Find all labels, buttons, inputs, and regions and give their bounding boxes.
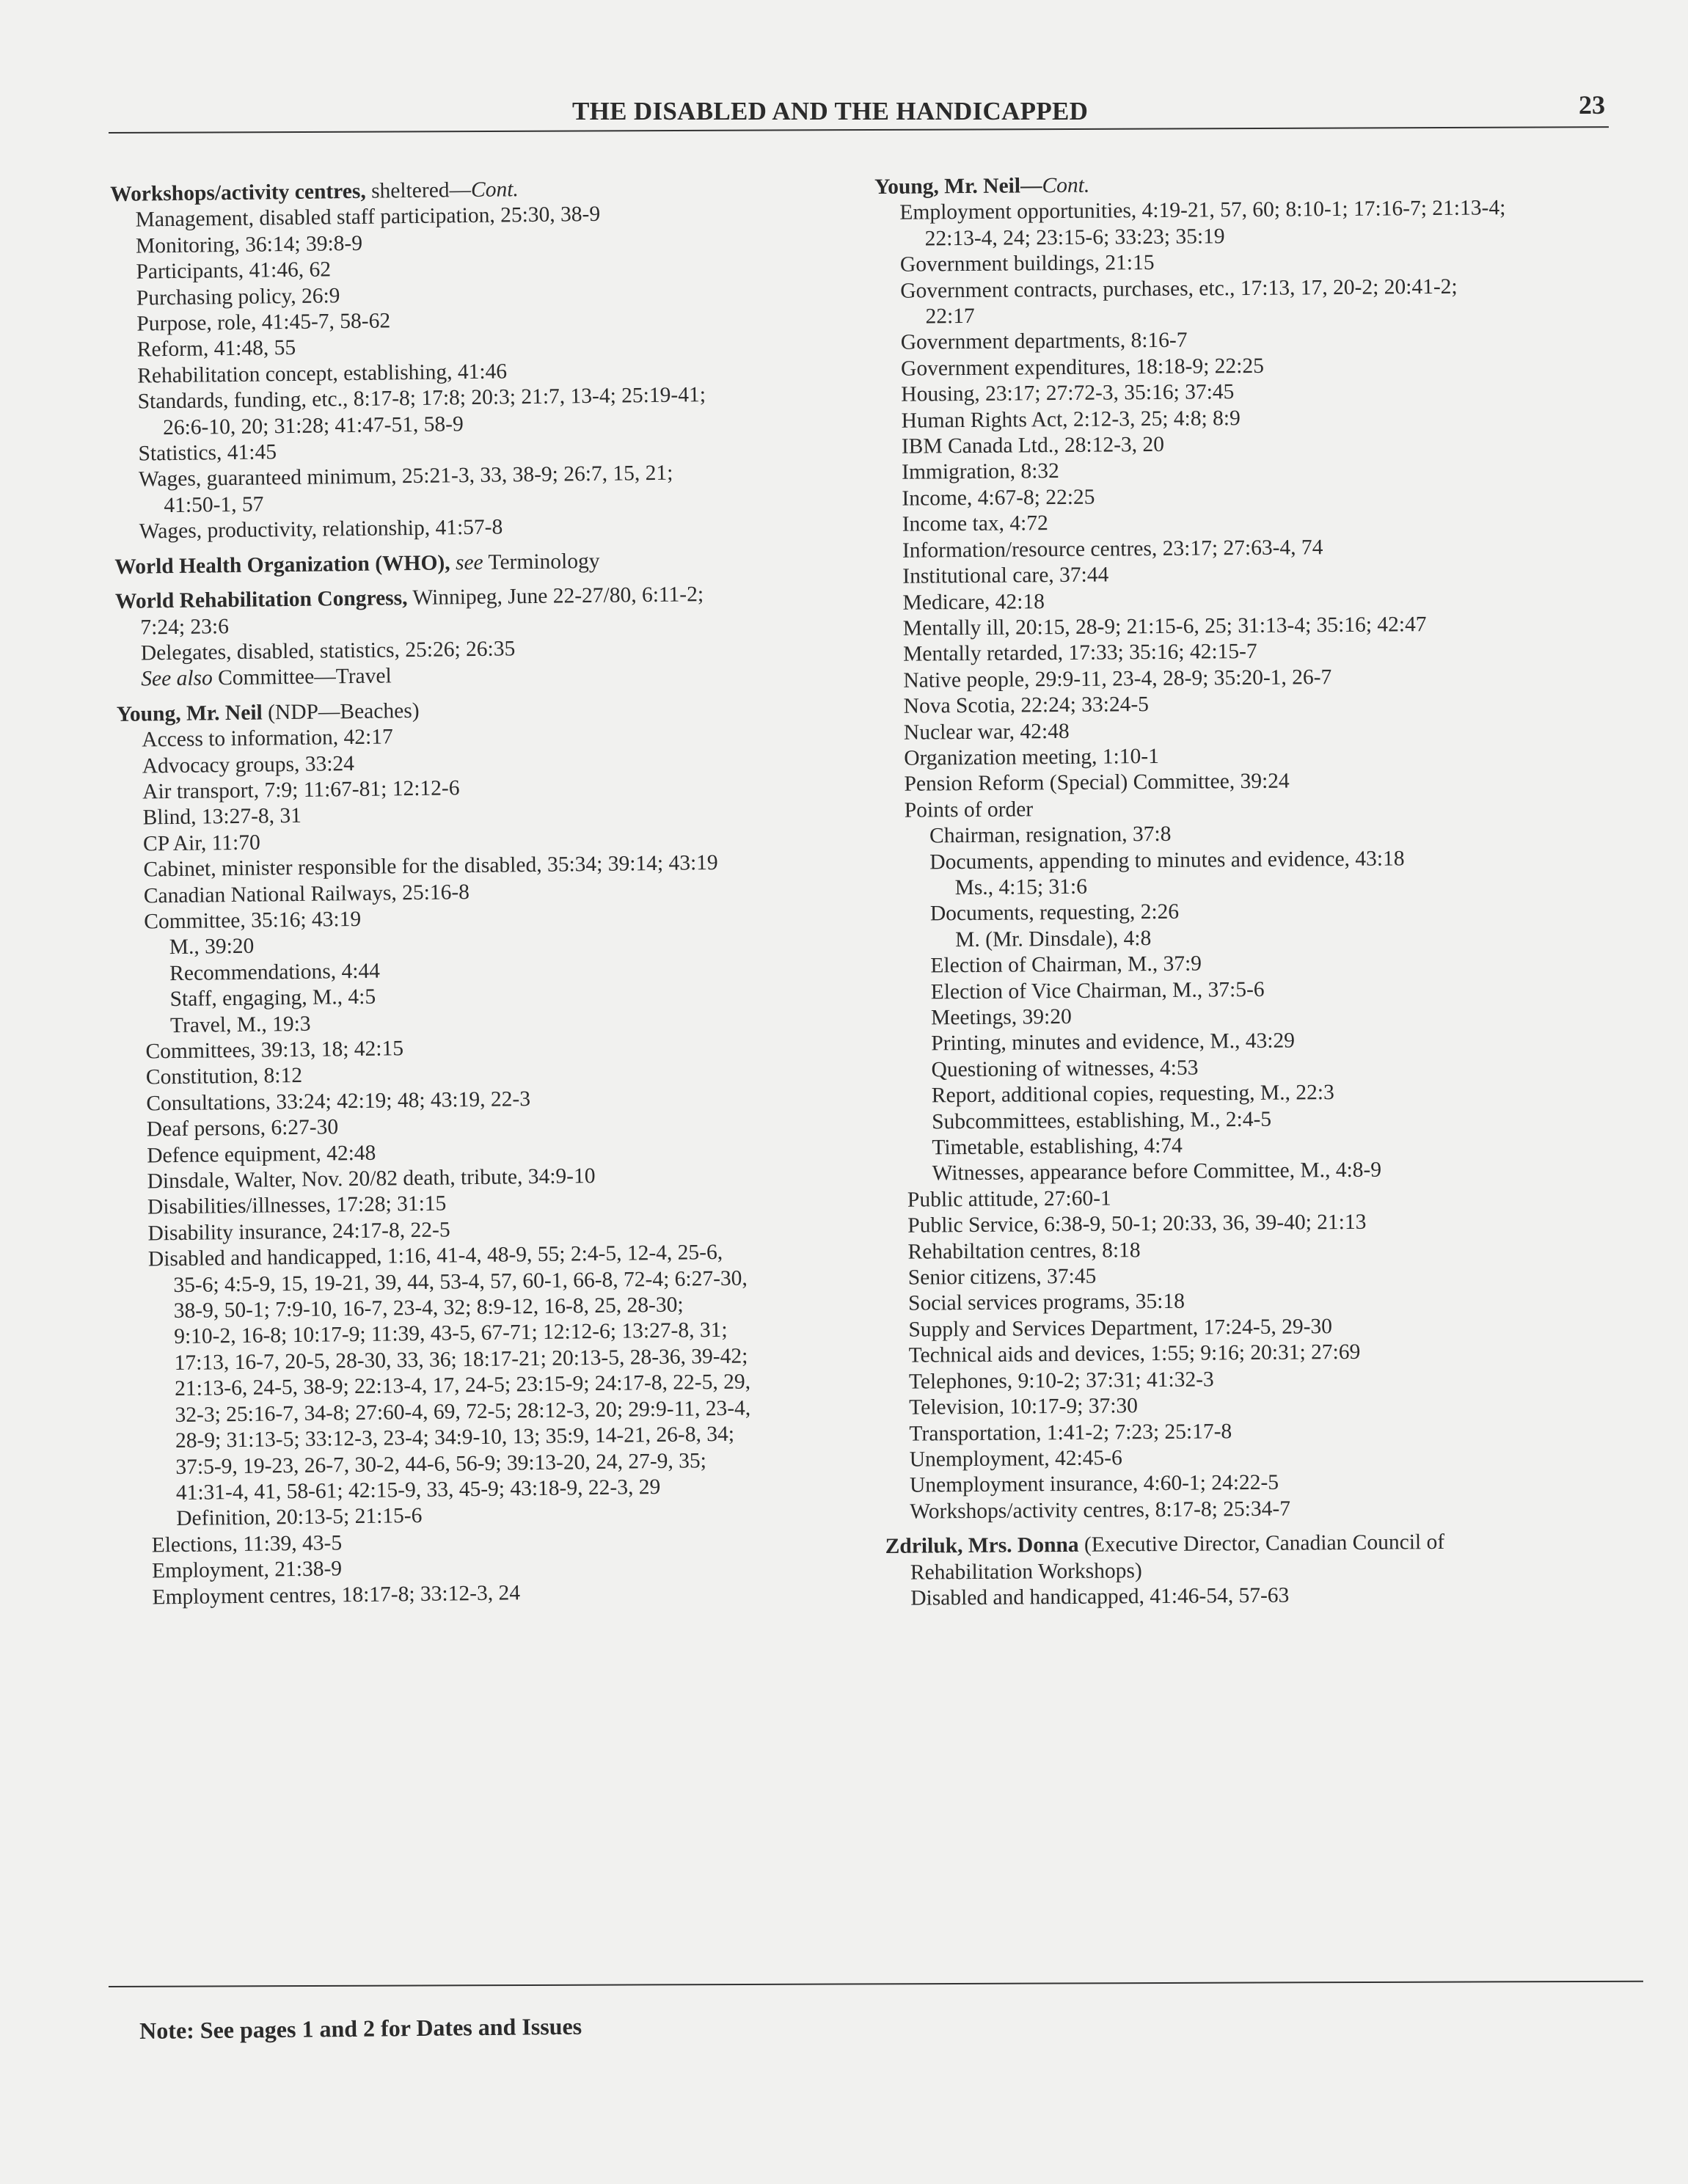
index-subentry: Organization meeting, 1:10-1 <box>904 744 1160 770</box>
index-subentry: Nuclear war, 42:48 <box>903 719 1070 745</box>
index-subentry: Rehabiltation centres, 8:18 <box>907 1238 1141 1264</box>
index-subentry: Blind, 13:27-8, 31 <box>142 804 302 830</box>
index-subsubentry: Documents, requesting, 2:26 <box>929 900 1180 926</box>
index-subentry: Supply and Services Department, 17:24-5, 29-30 <box>908 1315 1333 1342</box>
subentry-continuation: 22:17 <box>925 304 975 329</box>
index-subentry: Mentally ill, 20:15, 28-9; 21:15-6, 25; 31:13-4; 35:16; 42:47 <box>902 613 1427 640</box>
subentry-continuation: 32-3; 25:16-7, 34-8; 27:60-4, 69, 72-5; 28:12-3, 20; 29:9-11, 23-4, <box>175 1396 751 1427</box>
index-column-left <box>110 172 883 1619</box>
header-rule <box>109 126 1609 134</box>
subentry-continuation: 22:13-4, 24; 23:15-6; 33:23; 35:19 <box>924 224 1225 251</box>
index-subentry: Cabinet, minister responsible for the disabled, 35:34; 39:14; 43:19 <box>143 851 718 882</box>
young-cont-subentries-b <box>883 1182 1626 1525</box>
index-subentry: Points of order <box>904 797 1034 822</box>
subentry-continuation: 41:31-4, 41, 58-61; 42:15-9, 33, 45-9; 43:18-9, 22-3, 29 <box>175 1475 661 1505</box>
index-subsubentry: Meetings, 39:20 <box>930 1004 1072 1030</box>
index-subentry: Unemployment insurance, 4:60-1; 24:22-5 <box>909 1471 1279 1497</box>
index-entry-young-neil <box>117 693 883 1611</box>
index-subsubentry: Staff, engaging, M., 4:5 <box>169 985 376 1012</box>
index-subentry: Institutional care, 37:44 <box>902 563 1109 588</box>
index-subentry: Government contracts, purchases, etc., 17:13, 17, 20-2; 20:41-2; <box>900 274 1458 303</box>
entry-continuation: Rehabilitation Workshops) <box>910 1558 1142 1585</box>
entry-heading: Young, Mr. Neil— <box>874 174 1042 199</box>
committee-subentries <box>120 927 877 1040</box>
entry-heading: Young, Mr. Neil <box>116 701 263 726</box>
index-subentry: Telephones, 9:10-2; 37:31; 41:32-3 <box>908 1367 1214 1394</box>
index-subentry: Committee, 35:16; 43:19 <box>144 907 362 934</box>
index-subentry: Public Service, 6:38-9, 50-1; 20:33, 36, 39-40; 21:13 <box>907 1210 1367 1238</box>
index-subentry: Wages, guaranteed minimum, 25:21-3, 33, 38-9; 26:7, 15, 21; <box>138 461 673 492</box>
index-subsubentry: Election of Chairman, M., 37:9 <box>930 952 1202 978</box>
index-subentry: Canadian National Railways, 25:16-8 <box>143 880 470 908</box>
see-also-label: See also <box>141 666 213 691</box>
index-subentry: Purpose, role, 41:45-7, 58-62 <box>136 309 391 336</box>
subentry-continuation: 38-9, 50-1; 7:9-10, 16-7, 23-4, 32; 8:9-12, 16-8, 25, 28-30; <box>173 1293 684 1323</box>
index-subentry: Immigration, 8:32 <box>902 459 1059 485</box>
index-subentry: Mentally retarded, 17:33; 35:16; 42:15-7 <box>903 640 1257 667</box>
entry-heading-rest: sheltered— <box>365 178 472 203</box>
index-subentry: Public attitude, 27:60-1 <box>907 1186 1111 1212</box>
subentry-continuation: 37:5-9, 19-23, 26-7, 30-2, 44-6, 56-9; 39:13-20, 24, 27-9, 35; <box>175 1448 707 1479</box>
index-entry-who <box>114 545 870 580</box>
index-subentry: Wages, productivity, relationship, 41:57-8 <box>139 515 503 544</box>
index-subentry: Income tax, 4:72 <box>902 511 1048 536</box>
subentry-continuation: 35-6; 4:5-9, 15, 19-21, 39, 44, 53-4, 57, 60-1, 66-8, 72-4; 6:27-30, <box>173 1266 748 1297</box>
index-subsubentry: Printing, minutes and evidence, M., 43:29 <box>931 1029 1296 1056</box>
index-subentry: Workshops/activity centres, 8:17-8; 25:34-7 <box>910 1497 1291 1524</box>
index-subsubentry: Subcommittees, establishing, M., 2:4-5 <box>932 1107 1272 1134</box>
index-subentry: Transportation, 1:41-2; 7:23; 25:17-8 <box>909 1419 1232 1446</box>
index-subsubentry: Recommendations, 4:44 <box>169 959 381 985</box>
index-subentry: IBM Canada Ltd., 28:12-3, 20 <box>901 432 1165 459</box>
index-subentry: Disabled and handicapped, 41:46-54, 57-63 <box>910 1583 1290 1610</box>
points-of-order-subentries <box>880 818 1623 1188</box>
index-subsubentry: Ms., 4:15; 31:6 <box>954 874 1088 900</box>
entry-heading: World Health Organization (WHO), <box>114 551 450 579</box>
index-subsubentry: Election of Vice Chairman, M., 37:5-6 <box>930 977 1265 1004</box>
continued-label: Cont. <box>470 178 519 202</box>
index-subentry: Statistics, 41:45 <box>138 440 277 466</box>
index-subentry: Deaf persons, 6:27-30 <box>146 1115 339 1142</box>
workshops-subentries <box>110 199 870 546</box>
index-subsubentry: Questioning of witnesses, 4:53 <box>931 1056 1199 1082</box>
index-subentry: Delegates, disabled, statistics, 25:26; 26:35 <box>140 637 516 665</box>
young-cont-subentries-a <box>874 194 1621 824</box>
index-subsubentry: Travel, M., 19:3 <box>169 1012 311 1037</box>
entry-heading-rest: (Executive Director, Canadian Council of <box>1078 1530 1445 1557</box>
index-subentry: Employment centres, 18:17-8; 33:12-3, 24 <box>152 1580 521 1609</box>
footer-note: Note: See pages 1 and 2 for Dates and Issues <box>139 2012 582 2044</box>
index-subentry: Medicare, 42:18 <box>902 589 1045 615</box>
footer-rule <box>109 1981 1643 1987</box>
index-subentry: Government expenditures, 18:18-9; 22:25 <box>900 354 1265 381</box>
index-subentry: Access to information, 42:17 <box>142 725 393 752</box>
subentry-continuation: 26:6-10, 20; 31:28; 41:47-51, 58-9 <box>162 412 464 439</box>
index-subentry: Elections, 11:39, 43-5 <box>151 1530 343 1557</box>
index-subsubentry: Chairman, resignation, 37:8 <box>929 822 1172 848</box>
index-subentry: Pension Reform (Special) Committee, 39:24 <box>904 769 1290 797</box>
index-subentry: Unemployment, 42:45-6 <box>909 1446 1122 1472</box>
index-subentry: Disabled and handicapped, 1:16, 41-4, 48-9, 55; 2:4-5, 12-4, 25-6, <box>147 1241 723 1271</box>
index-subentry: Housing, 23:17; 27:72-3, 35:16; 37:45 <box>901 380 1235 406</box>
index-subentry: Native people, 29:9-11, 23-4, 28-9; 35:20-1, 26-7 <box>903 665 1332 693</box>
index-subentry: Dinsdale, Walter, Nov. 20/82 death, tribute, 34:9-10 <box>147 1164 596 1194</box>
index-subentry: Participants, 41:46, 62 <box>136 258 332 284</box>
young-subentries-a <box>117 718 874 935</box>
index-subentry: Disabilities/illnesses, 17:28; 31:15 <box>147 1191 447 1219</box>
index-subentry: Defence equipment, 42:48 <box>147 1141 376 1168</box>
index-subentry: Standards, funding, etc., 8:17-8; 17:8; 20:3; 21:7, 13-4; 25:19-41; <box>137 383 706 414</box>
index-subentry: CP Air, 11:70 <box>142 830 260 856</box>
subentry-continuation: 17:13, 16-7, 20-5, 28-30, 33, 36; 18:17-21; 20:13-5, 28-36, 39-42; <box>174 1344 748 1375</box>
see-label: see <box>455 550 483 574</box>
index-subentry: Government buildings, 21:15 <box>899 251 1155 277</box>
index-entry-zdriluk <box>885 1528 1627 1612</box>
index-subentry: Human Rights Act, 2:12-3, 25; 4:8; 8:9 <box>901 406 1241 433</box>
index-subsubentry: Documents, appending to minutes and evidence, 43:18 <box>929 846 1405 874</box>
definition-subentry: Definition, 20:13-5; 21:15-6 <box>176 1504 423 1531</box>
index-subentry: Advocacy groups, 33:24 <box>142 751 355 778</box>
index-subsubentry: Witnesses, appearance before Committee, M., 4:8-9 <box>932 1158 1382 1186</box>
index-subentry: Social services programs, 35:18 <box>907 1290 1185 1316</box>
index-subentry: Rehabilitation concept, establishing, 41:46 <box>137 359 508 388</box>
index-subentry: Management, disabled staff participation, 25:30, 38-9 <box>135 202 601 232</box>
index-subentry: Senior citizens, 37:45 <box>907 1264 1097 1290</box>
subentry-continuation: 9:10-2, 16-8; 10:17-9; 11:39, 43-5, 67-71; 12:12-6; 13:27-8, 31; <box>174 1318 728 1349</box>
entry-heading: World Rehabilitation Congress, <box>114 586 408 614</box>
subentry-continuation: 41:50-1, 57 <box>164 492 264 518</box>
disabled-continuation <box>123 1264 882 1507</box>
entry-heading: Workshops/activity centres, <box>110 179 366 206</box>
index-subentry: Employment opportunities, 4:19-21, 57, 60; 8:10-1; 17:16-7; 21:13-4; <box>899 196 1506 225</box>
index-entry-workshops <box>110 172 870 545</box>
index-subentry: Television, 10:17-9; 37:30 <box>909 1394 1139 1420</box>
entry-heading: Zdriluk, Mrs. Donna <box>885 1533 1079 1559</box>
index-subsubentry: M., 39:20 <box>169 935 255 960</box>
index-subentry: Disability insurance, 24:17-8, 22-5 <box>147 1218 450 1246</box>
page-number: 23 <box>1579 90 1605 120</box>
index-subentry: Income, 4:67-8; 22:25 <box>902 485 1095 511</box>
index-subsubentry: Timetable, establishing, 4:74 <box>932 1133 1183 1160</box>
page-title: THE DISABLED AND THE HANDICAPPED <box>572 97 1089 125</box>
entry-heading-rest: Winnipeg, June 22-27/80, 6:11-2; <box>407 582 704 610</box>
index-subsubentry: Report, additional copies, requesting, M., 22:3 <box>931 1081 1334 1108</box>
index-subentry: Purchasing policy, 26:9 <box>136 283 340 310</box>
index-entry-world-rehabilitation-congress <box>115 580 872 693</box>
index-entry-young-neil-cont <box>874 169 1626 1525</box>
entry-continuation: 7:24; 23:6 <box>140 614 230 640</box>
index-subentry: Nova Scotia, 22:24; 33:24-5 <box>903 693 1150 718</box>
entry-heading-rest: (NDP—Beaches) <box>262 698 420 725</box>
continued-label: Cont. <box>1042 173 1090 198</box>
young-subentries-c <box>127 1524 883 1611</box>
index-subentry: Committees, 39:13, 18; 42:15 <box>145 1037 404 1064</box>
index-subentry: Reform, 41:48, 55 <box>136 336 296 362</box>
index-subentry: Technical aids and devices, 1:55; 9:16; 20:31; 27:69 <box>908 1340 1361 1367</box>
index-subentry: Information/resource centres, 23:17; 27:63-4, 74 <box>902 535 1323 563</box>
young-subentries-b <box>120 1030 879 1273</box>
index-subentry: Constitution, 8:12 <box>145 1064 303 1089</box>
subentry-continuation: 28-9; 31:13-5; 33:12-3, 23-4; 34:9-10, 13; 35:9, 14-21, 26-8, 34; <box>175 1422 735 1453</box>
see-also-target: Committee—Travel <box>217 664 392 690</box>
index-subentry: Government departments, 8:16-7 <box>900 329 1188 355</box>
index-subsubentry: M. (Mr. Dinsdale), 4:8 <box>955 926 1152 952</box>
index-subentry: Employment, 21:38-9 <box>151 1557 343 1583</box>
index-subentry: Air transport, 7:9; 11:67-81; 12:12-6 <box>142 776 460 804</box>
index-column-right <box>874 169 1626 1621</box>
subentry-continuation: 21:13-6, 24-5, 38-9; 22:13-4, 17, 24-5; 23:15-9; 24:17-8, 22-5, 29, <box>174 1370 751 1401</box>
see-target: Terminology <box>488 549 600 574</box>
index-subentry: Consultations, 33:24; 42:19; 48; 43:19, 22-3 <box>146 1086 531 1116</box>
index-subentry: Monitoring, 36:14; 39:8-9 <box>135 231 363 258</box>
